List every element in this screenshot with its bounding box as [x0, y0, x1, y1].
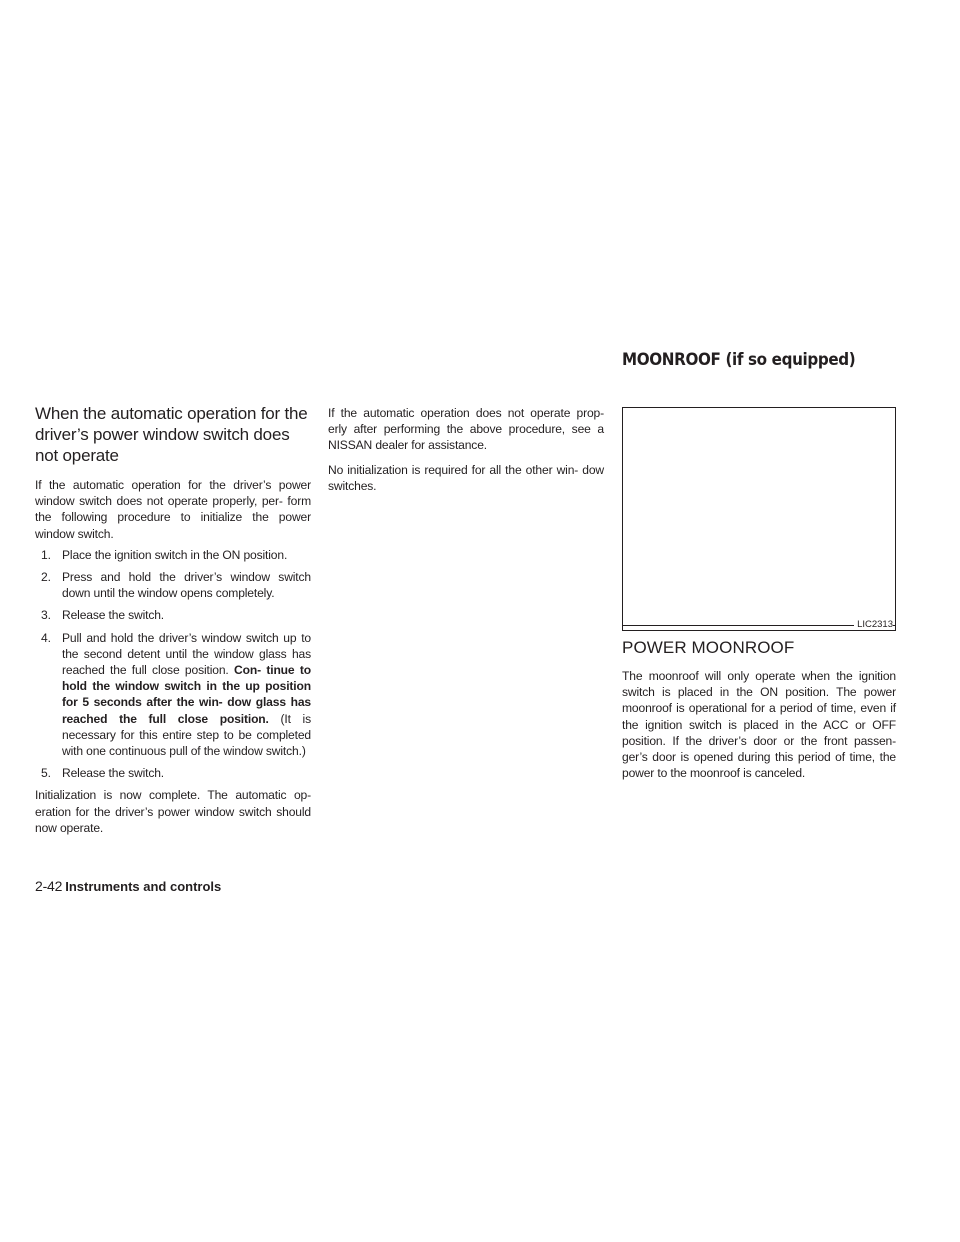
step-number: 2. — [41, 570, 51, 585]
step-text: Place the ignition switch in the ON position. — [62, 547, 288, 562]
page-number: 2-42 — [35, 878, 63, 894]
step-1 — [35, 547, 311, 563]
step-3 — [35, 607, 311, 623]
step-2 — [35, 569, 311, 601]
step-number: 1. — [41, 547, 51, 562]
page-footer — [35, 877, 221, 896]
procedure-steps — [35, 547, 311, 782]
step-text: Release the switch. — [62, 608, 165, 623]
subsection-heading: When the automatic operation for the driver’s power window switch does not operate — [35, 404, 308, 465]
middle-column — [328, 405, 604, 494]
moonroof-figure — [622, 407, 896, 631]
right-column — [622, 637, 896, 781]
power-moonroof-heading: POWER MOONROOF — [622, 638, 795, 657]
step-5 — [35, 765, 311, 781]
step-4 — [35, 630, 311, 760]
step-text: Press and hold the driver’s window switch down until the window opens completely. — [62, 570, 311, 601]
dealer-paragraph: If the automatic operation does not operate prop- erly after performing the above procedure, see a NISSAN dealer for assistance. — [328, 406, 604, 453]
step-text: Release the switch. — [62, 766, 165, 781]
left-column — [35, 403, 311, 836]
figure-label: LIC2313 — [854, 619, 893, 630]
step-note: (It is necessary for this entire step to be completed with one continuous pull of the window switch.) — [62, 711, 311, 759]
chapter-title: Instruments and controls — [65, 879, 222, 894]
intro-paragraph: If the automatic operation for the driver’s power window switch does not operate properly, per- form the following procedure to initialize the power window switch. — [35, 478, 311, 541]
power-moonroof-paragraph: The moonroof will only operate when the ignition switch is placed in the ON position. The power moonroof is operational for a period of time, even if the ignition switch is placed in the ACC or OFF position. If the driver’s door or the front passen- ger’s door is opened during this period of time, the power to the moonroof is canceled. — [622, 669, 896, 781]
step-warning: Con- tinue to hold the window switch in the up position for 5 seconds after the win- dow glass has reached the full close position. — [62, 663, 312, 726]
step-number: 5. — [41, 766, 51, 781]
section-header: MOONROOF (if so equipped) — [622, 350, 856, 369]
step-number: 3. — [41, 608, 51, 623]
step-text: Pull and hold the driver’s window switch up to the second detent until the window glass has reached the full close position. — [62, 630, 311, 678]
completion-paragraph: Initialization is now complete. The automatic op- eration for the driver’s power window switch should now operate. — [35, 788, 311, 835]
other-switches-paragraph: No initialization is required for all the other win- dow switches. — [328, 462, 604, 493]
step-number: 4. — [41, 630, 51, 645]
